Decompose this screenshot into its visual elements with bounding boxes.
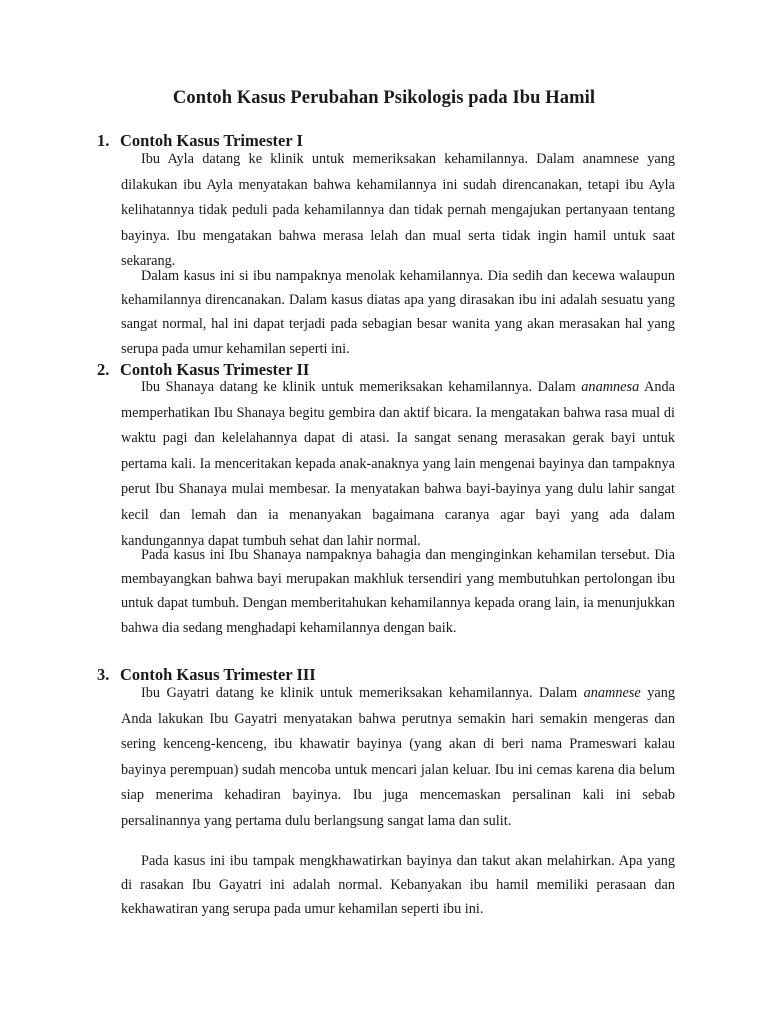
paragraph-trimester-1-analysis: Dalam kasus ini si ibu nampaknya menolak kehamilannya. Dia sedih dan kecewa walaupun kehamilannya direncanakan. Dalam kasus diatas apa yang dirasakan ibu ini adalah sesuatu yang sangat normal, hal ini dapat terjadi pada sebagian besar wanita yang akan merasakan hal yang serupa pada umur kehamilan seperti ini. bbox=[121, 268, 675, 357]
section-heading-text: Contoh Kasus Trimester I bbox=[120, 131, 303, 150]
document-title: Contoh Kasus Perubahan Psikologis pada Ibu Hamil bbox=[172, 88, 596, 108]
paragraph-text: Ibu Shanaya datang ke klinik untuk memeriksakan kehamilannya. Dalam bbox=[141, 379, 582, 395]
paragraph-trimester-3-analysis: Pada kasus ini ibu tampak mengkhawatirkan bayinya dan takut akan melahirkan. Apa yang di rasakan Ibu Gayatri ini adalah normal. Kebanyakan ibu hamil memiliki perasaan dan kekhawatiran yang serupa pada umur kehamilan seperti ibu ini. bbox=[121, 853, 675, 918]
paragraph-text: Ibu Gayatri datang ke klinik untuk memeriksakan kehamilannya. Dalam bbox=[141, 685, 584, 701]
section-number: 1. bbox=[97, 131, 110, 150]
paragraph-text: yang Anda lakukan Ibu Gayatri menyatakan bahwa perutnya semakin hari semakin mengeras dan sering kenceng-kenceng, ibu khawatir bayinya (yang akan di beri nama Prameswari kalau bayinya perempuan) sudah mencoba untuk mencari jalan keluar. Ibu ini cemas karena dia belum siap menerima kehadiran bayinya. Ibu juga mencemaskan persalinan kali ini sebab persalinannya yang pertama dulu berlangsung sangat lama dan sulit. bbox=[121, 685, 675, 829]
italic-term: anamnese bbox=[583, 685, 641, 701]
section-number: 3. bbox=[97, 665, 110, 684]
paragraph-trimester-2-analysis: Pada kasus ini Ibu Shanaya nampaknya bahagia dan menginginkan kehamilan tersebut. Dia membayangkan bahwa bayi merupakan makhluk tersendiri yang membutuhkan pertolongan ibu untuk dapat tumbuh. Dengan memberitahukan kehamilannya kepada orang lain, ia menunjukkan bahwa dia sedang menghadapi kehamilannya dengan baik. bbox=[121, 547, 675, 636]
section-number: 2. bbox=[97, 360, 110, 379]
italic-term: anamnesa bbox=[581, 379, 640, 395]
section-heading-text: Contoh Kasus Trimester II bbox=[120, 360, 310, 379]
paragraph-trimester-3-case bbox=[121, 681, 675, 835]
section-heading-text: Contoh Kasus Trimester III bbox=[120, 665, 316, 684]
paragraph-trimester-2-case bbox=[121, 375, 675, 554]
paragraph-text: Anda memperhatikan Ibu Shanaya begitu gembira dan aktif bicara. Ia mengatakan bahwa rasa mual di waktu pagi dan kelelahannya dapat di atasi. Ia sangat senang merasakan gerak bayi untuk pertama kali. Ia menceritakan kepada anak-anaknya yang lain mengenai bayinya dan tampaknya perut Ibu Shanaya mulai membesar. Ia menyatakan bahwa bayi-bayinya yang dulu lahir sangat kecil dan lemah dan ia menanyakan bagaimana caranya agar bayi yang ada dalam kandungannya dapat tumbuh sehat dan lahir normal. bbox=[121, 379, 675, 549]
paragraph-trimester-1-case: Ibu Ayla datang ke klinik untuk memeriksakan kehamilannya. Dalam anamnese yang dilakukan ibu Ayla menyatakan bahwa kehamilannya ini sudah direncanakan, tetapi ibu Ayla kelihatannya tidak peduli pada kehamilannya dan tidak pernah mengajukan pertanyaan tentang bayinya. Ibu mengatakan bahwa merasa lelah dan mual serta tidak ingin hamil untuk saat sekarang. bbox=[121, 151, 675, 270]
